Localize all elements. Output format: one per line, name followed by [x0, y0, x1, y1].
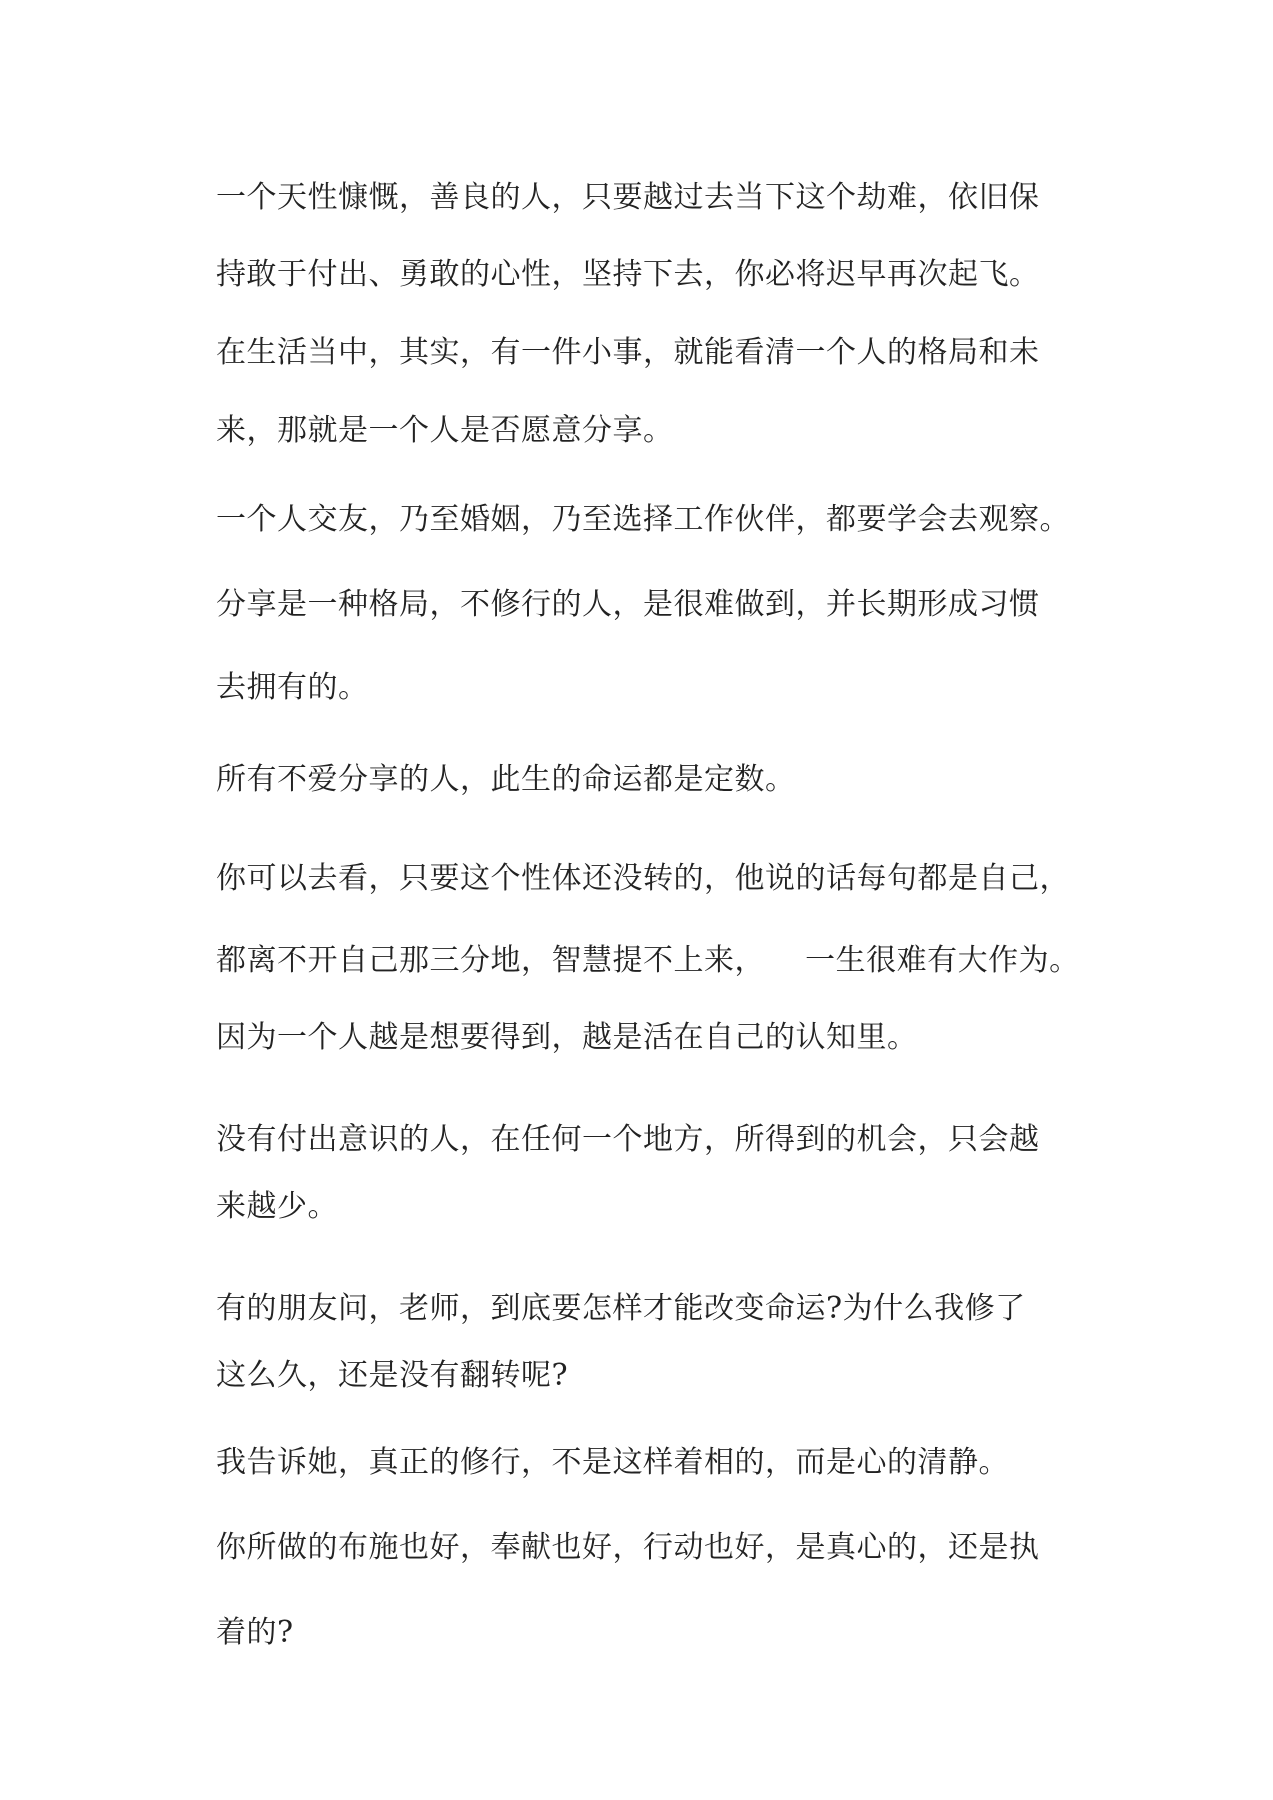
text-line: 这么久，还是没有翻转呢?: [216, 1358, 569, 1393]
text-line: 着的?: [216, 1615, 294, 1650]
text-line: 持敢于付出、勇敢的心性，坚持下去，你必将迟早再次起飞。: [216, 257, 1040, 292]
text-line: 因为一个人越是想要得到，越是活在自己的认知里。: [216, 1020, 918, 1055]
text-line: 你可以去看，只要这个性体还没转的，他说的话每句都是自己，: [216, 861, 1070, 896]
text-line: 分享是一种格局，不修行的人，是很难做到，并长期形成习惯: [216, 587, 1040, 622]
text-line: 有的朋友问，老师，到底要怎样才能改变命运?为什么我修了: [216, 1291, 1026, 1326]
text-line: 你所做的布施也好，奉献也好，行动也好，是真心的，还是执: [216, 1530, 1040, 1565]
text-line: 来越少。: [216, 1189, 338, 1224]
text-line: 所有不爱分享的人，此生的命运都是定数。: [216, 762, 796, 797]
text-line: 一个人交友，乃至婚姻，乃至选择工作伙伴，都要学会去观察。: [216, 502, 1070, 537]
text-line: 我告诉她，真正的修行，不是这样着相的，而是心的清静。: [216, 1445, 1009, 1480]
text-line: 在生活当中，其实，有一件小事，就能看清一个人的格局和未: [216, 335, 1040, 370]
text-line: 去拥有的。: [216, 670, 369, 705]
text-line: 没有付出意识的人，在任何一个地方，所得到的机会，只会越: [216, 1122, 1040, 1157]
text-line: 一个天性慷慨，善良的人，只要越过去当下这个劫难，依旧保: [216, 180, 1040, 215]
text-line: 都离不开自己那三分地，智慧提不上来， 一生很难有大作为。: [216, 943, 1080, 978]
text-line: 来，那就是一个人是否愿意分享。: [216, 413, 674, 448]
